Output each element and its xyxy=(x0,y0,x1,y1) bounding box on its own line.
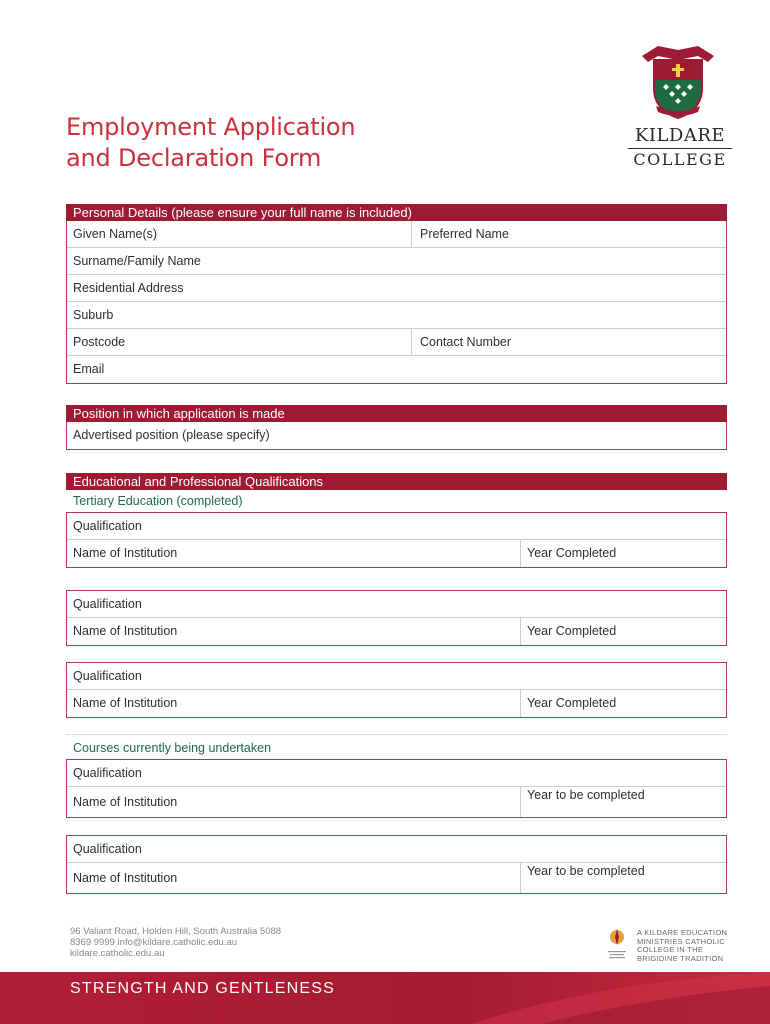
position-section xyxy=(66,405,727,450)
year-to-be-completed-field[interactable]: Year to be completed xyxy=(520,863,726,893)
qualification-box xyxy=(66,662,727,718)
footer-address: 96 Valiant Road, Holden Hill, South Australia 5088 xyxy=(70,926,282,937)
personal-details-section xyxy=(66,204,727,384)
college-name-line-1: KILDARE xyxy=(634,125,726,146)
current-courses-heading: Courses currently being undertaken xyxy=(73,741,272,755)
college-name-line-2: COLLEGE xyxy=(633,150,727,169)
form-title-line-1: Employment Application xyxy=(66,113,356,141)
kildare-education-ministries-logo-icon xyxy=(602,925,632,965)
footer-website[interactable]: kildare.catholic.edu.au xyxy=(70,948,165,959)
form-row xyxy=(67,275,726,302)
year-to-be-completed-field[interactable]: Year to be completed xyxy=(520,787,726,817)
institution-field[interactable]: Name of Institution xyxy=(73,871,178,885)
form-row xyxy=(67,248,726,275)
form-title xyxy=(66,112,466,174)
qualification-field[interactable]: Qualification xyxy=(73,597,142,611)
current-course-block xyxy=(66,759,727,818)
qualification-field[interactable]: Qualification xyxy=(73,766,142,780)
ministries-statement: A KILDARE EDUCATION MINISTRIES CATHOLIC COLLEGE IN THE BRIGIDINE TRADITION xyxy=(637,928,728,963)
advertised-position-field[interactable]: Advertised position (please specify) xyxy=(73,428,270,442)
form-row xyxy=(67,540,726,567)
form-row xyxy=(67,663,726,690)
qualification-field[interactable]: Qualification xyxy=(73,519,142,533)
year-completed-field[interactable]: Year Completed xyxy=(520,540,726,567)
section-heading: Educational and Professional Qualifications xyxy=(66,473,727,490)
form-row xyxy=(67,618,726,645)
current-courses-section xyxy=(66,734,727,818)
section-heading: Personal Details (please ensure your full name is included) xyxy=(66,204,727,221)
qualification-box xyxy=(66,835,727,894)
form-row xyxy=(67,863,726,893)
year-completed-field[interactable]: Year Completed xyxy=(520,690,726,717)
institution-field[interactable]: Name of Institution xyxy=(73,795,178,809)
contact-number-field[interactable]: Contact Number xyxy=(411,329,726,355)
preferred-name-field[interactable]: Preferred Name xyxy=(411,221,726,247)
qualifications-section xyxy=(66,473,727,568)
suburb-field[interactable]: Suburb xyxy=(73,308,114,322)
completed-qualification-block xyxy=(66,512,727,568)
form-row xyxy=(67,329,726,356)
completed-qualification-block xyxy=(66,590,727,646)
given-name-field[interactable]: Given Name(s) xyxy=(73,227,158,241)
position-table xyxy=(66,422,727,450)
institution-field[interactable]: Name of Institution xyxy=(73,546,178,560)
qualification-field[interactable]: Qualification xyxy=(73,669,142,683)
college-motto: STRENGTH AND GENTLENESS xyxy=(70,980,335,997)
completed-qualification-block xyxy=(66,662,727,718)
qualification-field[interactable]: Qualification xyxy=(73,842,142,856)
qualification-box xyxy=(66,590,727,646)
section-heading: Position in which application is made xyxy=(66,405,727,422)
wordmark-divider xyxy=(628,148,732,149)
form-row xyxy=(67,356,726,383)
kildare-crest-icon xyxy=(638,40,718,122)
form-row xyxy=(67,221,726,248)
footer-contact xyxy=(70,926,281,959)
personal-details-table xyxy=(66,221,727,384)
form-row xyxy=(67,836,726,863)
institution-field[interactable]: Name of Institution xyxy=(73,624,178,638)
college-wordmark xyxy=(620,126,740,170)
form-title-line-2: and Declaration Form xyxy=(66,144,322,172)
form-row xyxy=(67,591,726,618)
form-row xyxy=(67,422,726,449)
surname-field[interactable]: Surname/Family Name xyxy=(73,254,201,268)
tertiary-education-heading: Tertiary Education (completed) xyxy=(73,494,243,508)
form-row xyxy=(67,690,726,717)
form-row xyxy=(67,302,726,329)
residential-address-field[interactable]: Residential Address xyxy=(73,281,184,295)
form-row xyxy=(67,513,726,540)
institution-field[interactable]: Name of Institution xyxy=(73,696,178,710)
footer-phone-email: 8369 9999 info@kildare.catholic.edu.au xyxy=(70,937,238,948)
current-course-block xyxy=(66,835,727,894)
year-completed-field[interactable]: Year Completed xyxy=(520,618,726,645)
email-field[interactable]: Email xyxy=(73,362,105,376)
form-row xyxy=(67,787,726,817)
form-row xyxy=(67,760,726,787)
postcode-field[interactable]: Postcode xyxy=(73,335,126,349)
